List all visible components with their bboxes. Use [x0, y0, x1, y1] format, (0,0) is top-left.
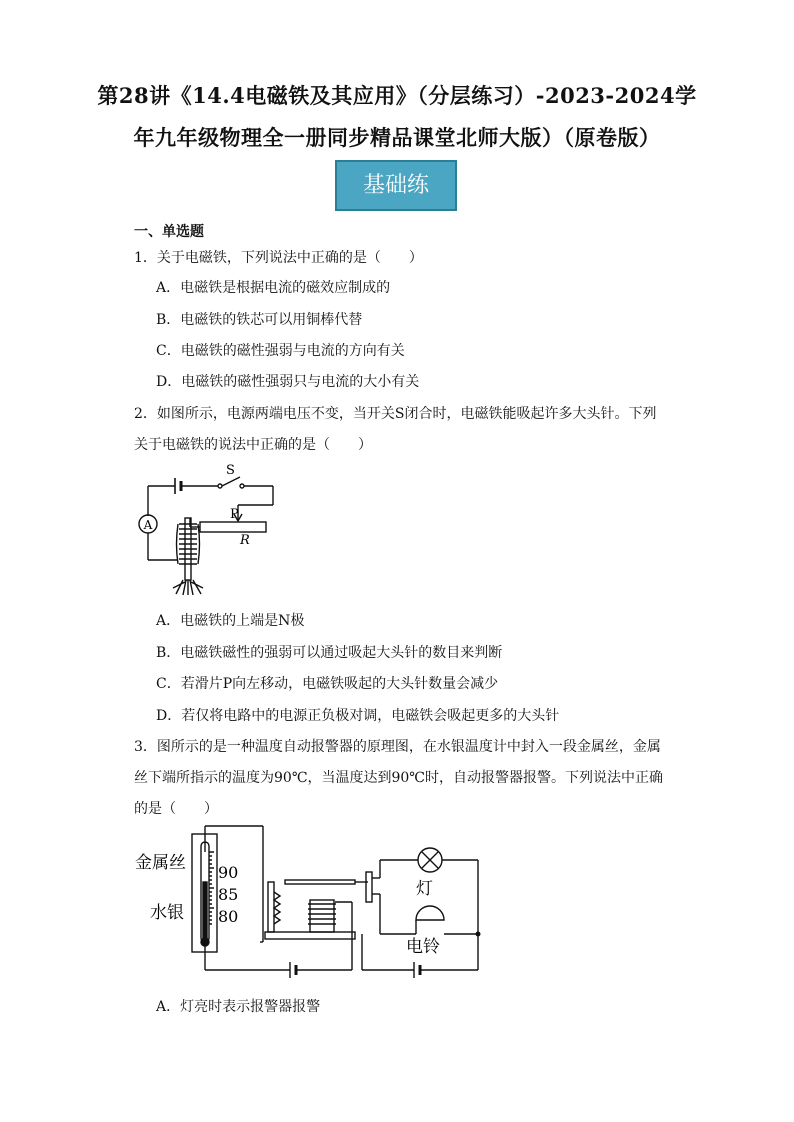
- slider-label: P: [230, 507, 239, 522]
- question-3-alarm-circuit-figure: [130, 822, 490, 987]
- question-2-option-b: B．电磁铁磁性的强弱可以通过吸起大头针的数目来判断: [156, 645, 503, 661]
- document-title-line-1: 第28讲《14.4电磁铁及其应用》（分层练习）-2023-2024学: [97, 83, 697, 108]
- question-3-option-a: A．灯亮时表示报警器报警: [156, 999, 321, 1015]
- metal-wire-label: 金属丝: [135, 853, 186, 873]
- question-2-option-d: D．若仅将电路中的电源正负极对调，电磁铁会吸起更多的大头针: [156, 708, 560, 724]
- lamp-label: 灯: [416, 879, 433, 899]
- question-2-option-a: A．电磁铁的上端是N极: [156, 613, 305, 629]
- mercury-label: 水银: [150, 903, 184, 923]
- question-1-option-c: C．电磁铁的磁性强弱与电流的方向有关: [156, 343, 405, 359]
- question-1-option-d: D．电磁铁的磁性强弱只与电流的大小有关: [156, 374, 420, 390]
- bell-label: 电铃: [406, 937, 440, 957]
- scale-90-label: 90: [218, 863, 239, 882]
- question-1-stem: 1．关于电磁铁，下列说法中正确的是（ ）: [134, 250, 423, 266]
- question-1-option-b: B．电磁铁的铁芯可以用铜棒代替: [156, 312, 363, 328]
- ammeter-label: A: [143, 518, 153, 532]
- question-1-option-a: A．电磁铁是根据电流的磁效应制成的: [156, 280, 391, 296]
- level-badge: 基础练: [335, 160, 457, 211]
- question-3-stem-line-3: 的是（ ）: [134, 801, 218, 817]
- question-2-option-c: C．若滑片P向左移动，电磁铁吸起的大头针数量会减少: [156, 676, 499, 692]
- scale-85-label: 85: [218, 885, 239, 904]
- question-3-stem-line-2: 丝下端所指示的温度为90℃，当温度达到90℃时，自动报警器报警。下列说法中正确: [134, 770, 663, 786]
- document-title-line-2: 年九年级物理全一册同步精品课堂北师大版）（原卷版）: [133, 125, 661, 150]
- question-2-stem-line-2: 关于电磁铁的说法中正确的是（ ）: [134, 437, 372, 453]
- switch-label: S: [226, 463, 235, 478]
- section-heading: 一、单选题: [134, 224, 204, 240]
- question-3-stem-line-1: 3．图所示的是一种温度自动报警器的原理图，在水银温度计中封入一段金属丝，金属: [134, 739, 661, 755]
- resistor-label: R: [240, 533, 250, 548]
- question-2-circuit-figure: [130, 460, 290, 595]
- scale-80-label: 80: [218, 907, 239, 926]
- question-2-stem-line-1: 2．如图所示，电源两端电压不变，当开关S闭合时，电磁铁能吸起许多大头针。下列: [134, 406, 657, 422]
